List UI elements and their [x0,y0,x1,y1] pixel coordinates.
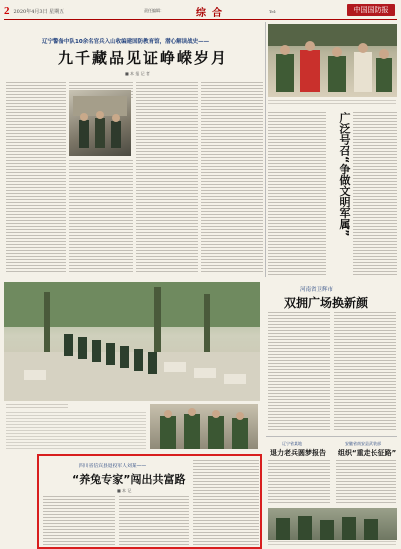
page-tel: Tel: [269,8,277,14]
museum-text-col-4 [201,82,263,272]
museum-headline: 九千藏品见证峥嵘岁月 [58,49,229,67]
square-divider [266,436,397,437]
rabbit-byline: ■ 本 记 [117,488,132,493]
museum-text-col-1 [6,82,66,272]
longmarch-headline: 组织“重走长征路” [338,449,397,457]
classroom-caption [268,541,396,547]
soldiers-photo [268,24,397,97]
veteran-headline: 退力老兵圆梦报告 [270,449,326,457]
cemetery-photo [4,282,260,401]
call-text-col-2 [353,112,397,277]
rabbit-headline: “养兔专家”闯出共富路 [72,473,186,486]
museum-kicker: 辽宁警备中队10余名官兵入山收编建国防教育馆，潜心解读战史—— [42,39,210,45]
square-text-col-1 [268,312,330,432]
section-title: 综合 [196,8,228,19]
square-headline: 双拥广场换新颜 [284,296,369,310]
column-divider [265,22,266,277]
longmarch-kicker: 安徽省南安县武装部 [345,441,381,446]
call-headline: 广泛号召“争做文明军属” [338,112,351,237]
uniform-photo [150,404,258,449]
cemetery-text [6,412,146,450]
rabbit-text-col-3 [193,460,259,546]
longmarch-text [336,460,396,505]
museum-text-col-2b [69,160,133,272]
square-text-col-2 [334,312,396,432]
classroom-photo [268,508,397,540]
page-header [4,4,397,18]
museum-photo [69,90,131,156]
square-kicker: 河南省卫辉市 [300,287,334,293]
veteran-kicker: 辽宁省某地 [282,441,302,446]
page-date: 2020年4月3日 星期五 [13,8,65,15]
soldiers-photo-caption [268,100,396,106]
cemetery-caption [6,404,68,410]
call-text-col-1 [268,112,326,277]
veteran-text [268,460,330,505]
highlighted-article[interactable] [37,454,262,549]
museum-text-col-3 [136,82,198,272]
rabbit-kicker: 四川省信宾县退役军人刘某—— [79,464,147,469]
page-number: 2 [4,5,10,17]
museum-byline: ■ 本 报 记 者 [125,71,150,76]
masthead-logo: 中国国防报 [347,4,395,16]
rabbit-text-col-2 [119,496,189,546]
rabbit-text-col-1 [43,496,115,546]
header-rule [4,19,397,20]
page-editor: 责任编辑： [144,8,164,13]
